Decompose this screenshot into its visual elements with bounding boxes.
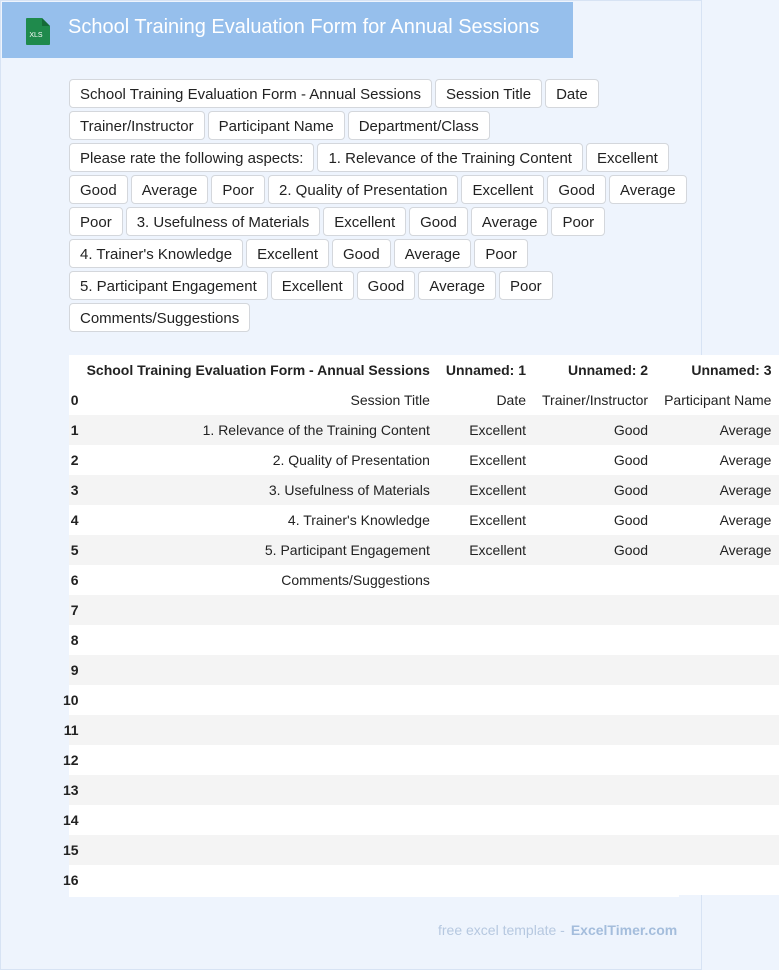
table-row [69,865,779,895]
field-chip[interactable]: School Training Evaluation Form - Annual Sessions [69,79,432,108]
row-index-label: 1 [70,422,79,438]
field-chip[interactable]: Poor [474,239,528,268]
row-index [69,445,79,475]
field-chip[interactable]: 5. Participant Engagement [69,271,268,300]
table-cell[interactable] [534,775,656,805]
field-chip[interactable]: Trainer/Instructor [69,111,205,140]
field-chip[interactable]: Average [609,175,687,204]
table-row [69,595,779,625]
table-cell[interactable] [438,565,534,595]
table-row [69,475,779,505]
field-chip[interactable]: Good [69,175,128,204]
field-chip[interactable]: Excellent [271,271,354,300]
table-row [69,685,779,715]
table-cell[interactable]: Comments/Suggestions [79,565,438,595]
row-index-label: 2 [70,452,79,468]
table-cell[interactable] [656,805,779,835]
row-index-label: 12 [63,752,79,768]
table-cell[interactable] [534,805,656,835]
table-cell[interactable] [656,685,779,715]
row-index [63,835,79,865]
table-cell[interactable]: Good [534,535,656,565]
table-cell[interactable] [534,685,656,715]
field-chip[interactable]: Average [394,239,472,268]
table-cell[interactable]: Average [656,445,779,475]
table-cell[interactable] [438,625,534,655]
table-cell[interactable]: Average [656,505,779,535]
title-bar [2,2,573,58]
row-index [63,745,79,775]
table-cell[interactable] [79,715,438,745]
field-chip-list [69,79,689,332]
table-cell[interactable] [79,865,438,895]
row-index [69,625,79,655]
table-cell[interactable]: Good [534,445,656,475]
table-row [69,385,779,415]
field-chip[interactable]: Good [332,239,391,268]
table-cell[interactable] [656,595,779,625]
table-cell[interactable] [438,835,534,865]
table-cell[interactable] [438,715,534,745]
row-index [69,655,79,685]
table-cell[interactable] [438,805,534,835]
field-chip[interactable]: Excellent [246,239,329,268]
footer-credit [438,922,677,938]
row-index-label: 3 [70,482,79,498]
footer-text: free excel template - [438,922,565,938]
table-cell[interactable] [534,595,656,625]
field-chip[interactable]: Good [357,271,416,300]
table-cell[interactable] [79,655,438,685]
field-chip[interactable]: Average [131,175,209,204]
table-cell[interactable] [438,685,534,715]
table-cell[interactable]: Excellent [438,535,534,565]
table-cell[interactable] [438,595,534,625]
table-cell[interactable] [534,835,656,865]
table-cell[interactable] [534,565,656,595]
table-cell[interactable]: 1. Relevance of the Training Content [79,415,438,445]
field-chip[interactable]: Average [418,271,496,300]
index-header [69,355,79,385]
table-row [69,715,779,745]
table-cell[interactable] [656,835,779,865]
table-cell[interactable] [656,775,779,805]
field-chip[interactable]: Poor [69,207,123,236]
row-index-label: 8 [70,632,79,648]
row-index-label: 5 [70,542,79,558]
row-index [69,565,79,595]
table-cell[interactable]: 3. Usefulness of Materials [79,475,438,505]
row-index [63,805,79,835]
page-title: School Training Evaluation Form for Annual Sessions [68,16,540,38]
table-cell[interactable] [534,625,656,655]
field-chip[interactable]: Poor [211,175,265,204]
table-cell[interactable] [438,775,534,805]
field-chip[interactable]: 3. Usefulness of Materials [126,207,321,236]
row-index [69,385,79,415]
field-chip[interactable]: Excellent [323,207,406,236]
column-header: Unnamed: 3 [656,355,779,385]
table-row [69,835,779,865]
table-cell[interactable] [534,865,656,895]
row-index-label: 13 [63,782,79,798]
field-chip[interactable]: Please rate the following aspects: [69,143,314,172]
field-chip[interactable]: Comments/Suggestions [69,303,250,332]
table-cell[interactable]: Trainer/Instructor [534,385,656,415]
row-index [69,535,79,565]
table-row [69,745,779,775]
field-chip[interactable]: Poor [499,271,553,300]
table-cell[interactable]: Average [656,415,779,445]
row-index-label: 7 [70,602,79,618]
table-cell[interactable] [656,865,779,895]
field-chip[interactable]: Poor [551,207,605,236]
table-row [69,565,779,595]
table-cell[interactable] [79,625,438,655]
table-cell[interactable]: 5. Participant Engagement [79,535,438,565]
table-cell[interactable] [534,655,656,685]
row-index-label: 10 [63,692,79,708]
field-chip[interactable]: Good [547,175,606,204]
table-cell[interactable] [656,565,779,595]
row-index-label: 11 [63,722,79,738]
xls-file-icon [24,16,52,46]
table-cell[interactable] [79,685,438,715]
row-index-label: 6 [70,572,79,588]
table-cell[interactable] [79,805,438,835]
field-chip[interactable]: Department/Class [348,111,490,140]
field-chip[interactable]: 2. Quality of Presentation [268,175,458,204]
row-index [69,505,79,535]
table-cell[interactable] [438,655,534,685]
table-row [69,655,779,685]
table-cell[interactable]: Date [438,385,534,415]
data-table-viewport[interactable] [63,355,772,897]
table-row [69,415,779,445]
table-cell[interactable]: Excellent [438,445,534,475]
table-cell[interactable]: Excellent [438,505,534,535]
table-cell[interactable]: Participant Name [656,385,779,415]
table-cell[interactable]: Excellent [438,415,534,445]
field-chip[interactable]: Participant Name [208,111,345,140]
field-chip[interactable]: Excellent [586,143,669,172]
table-row [69,775,779,805]
table-cell[interactable] [79,595,438,625]
row-index-label: 0 [70,392,79,408]
field-chip[interactable]: 4. Trainer's Knowledge [69,239,243,268]
row-index [63,715,79,745]
table-cell[interactable]: Average [656,475,779,505]
table-cell[interactable]: Good [534,415,656,445]
table-cell[interactable]: 2. Quality of Presentation [79,445,438,475]
data-table [63,355,779,895]
table-cell[interactable] [534,745,656,775]
table-cell[interactable]: Good [534,475,656,505]
field-chip[interactable]: Excellent [461,175,544,204]
row-index-label: 9 [70,662,79,678]
row-index [63,775,79,805]
row-index [69,475,79,505]
table-cell[interactable] [438,745,534,775]
table-cell[interactable] [656,655,779,685]
table-cell[interactable] [656,745,779,775]
field-chip[interactable]: Date [545,79,599,108]
row-index [69,595,79,625]
row-index-label: 4 [70,512,79,528]
table-cell[interactable] [534,715,656,745]
row-index-label: 15 [63,842,79,858]
column-header: Unnamed: 2 [534,355,656,385]
table-cell[interactable] [656,625,779,655]
row-index [63,865,79,895]
field-chip[interactable]: Good [409,207,468,236]
table-row [69,535,779,565]
row-index [63,685,79,715]
table-cell[interactable]: Excellent [438,475,534,505]
row-index-label: 14 [63,812,79,828]
field-chip[interactable]: Session Title [435,79,542,108]
table-cell[interactable]: Average [656,535,779,565]
footer-brand-link[interactable]: ExcelTimer.com [570,922,678,938]
table-header-row [69,355,779,385]
table-cell[interactable] [656,715,779,745]
column-header: Unnamed: 1 [438,355,534,385]
table-cell[interactable] [79,775,438,805]
row-index-label: 16 [63,872,79,888]
table-row [69,625,779,655]
table-row [69,505,779,535]
column-header: School Training Evaluation Form - Annual Sessions [79,355,438,385]
table-cell[interactable] [438,865,534,895]
table-cell[interactable] [79,835,438,865]
table-row [69,805,779,835]
table-cell[interactable]: 4. Trainer's Knowledge [79,505,438,535]
field-chip[interactable]: 1. Relevance of the Training Content [317,143,583,172]
table-cell[interactable] [79,745,438,775]
table-cell[interactable]: Good [534,505,656,535]
field-chip[interactable]: Average [471,207,549,236]
table-cell[interactable]: Session Title [79,385,438,415]
table-row [69,445,779,475]
svg-text:XLS: XLS [29,32,43,39]
row-index [69,415,79,445]
